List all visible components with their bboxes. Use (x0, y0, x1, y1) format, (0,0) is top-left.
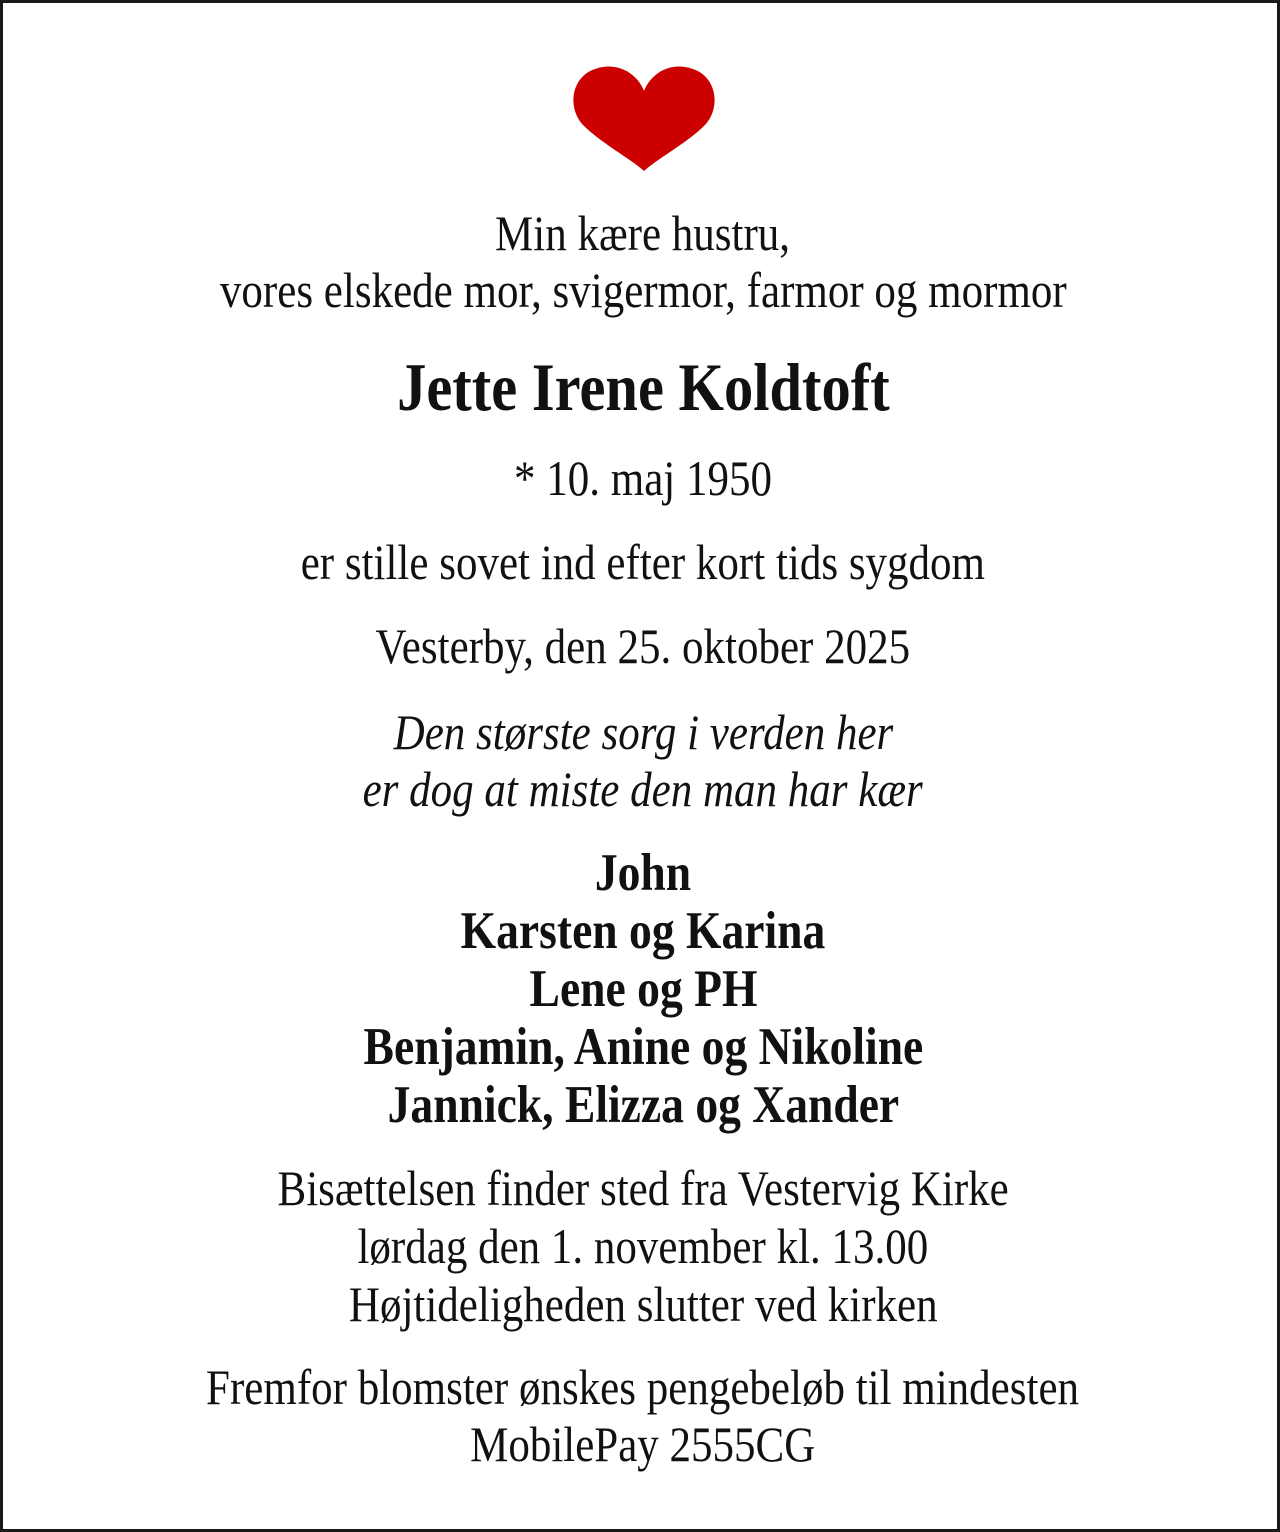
verse-line-2: er dog at miste den man har kær (362, 761, 924, 817)
family-line-3: Lene og PH (529, 960, 757, 1018)
donation-line-1: Fremfor blomster ønskes pengebeløb til mindesten (206, 1359, 1080, 1415)
verse-line-1: Den største sorg i verden her (393, 704, 893, 760)
place-date: Vesterby, den 25. oktober 2025 (375, 618, 911, 674)
deceased-name: Jette Irene Koldtoft (396, 349, 890, 425)
family-line-5: Jannick, Elizza og Xander (387, 1076, 899, 1134)
family-line-4: Benjamin, Anine og Nikoline (363, 1018, 923, 1076)
service-line-2: lørdag den 1. november kl. 13.00 (357, 1218, 929, 1274)
donation-line-2: MobilePay 2555CG (470, 1416, 816, 1472)
birth-date: * 10. maj 1950 (513, 450, 772, 506)
service-line-1: Bisættelsen finder sted fra Vestervig Kirke (277, 1160, 1009, 1216)
intro-line-2: vores elskede mor, svigermor, farmor og mormor (219, 262, 1067, 318)
passing-text: er stille sovet ind efter kort tids sygdom (300, 534, 986, 590)
family-line-1: John (594, 844, 692, 902)
service-line-3: Højtideligheden slutter ved kirken (348, 1276, 938, 1332)
family-line-2: Karsten og Karina (460, 902, 826, 960)
heart-icon (571, 63, 717, 173)
intro-line-1: Min kære hustru, (495, 205, 791, 261)
